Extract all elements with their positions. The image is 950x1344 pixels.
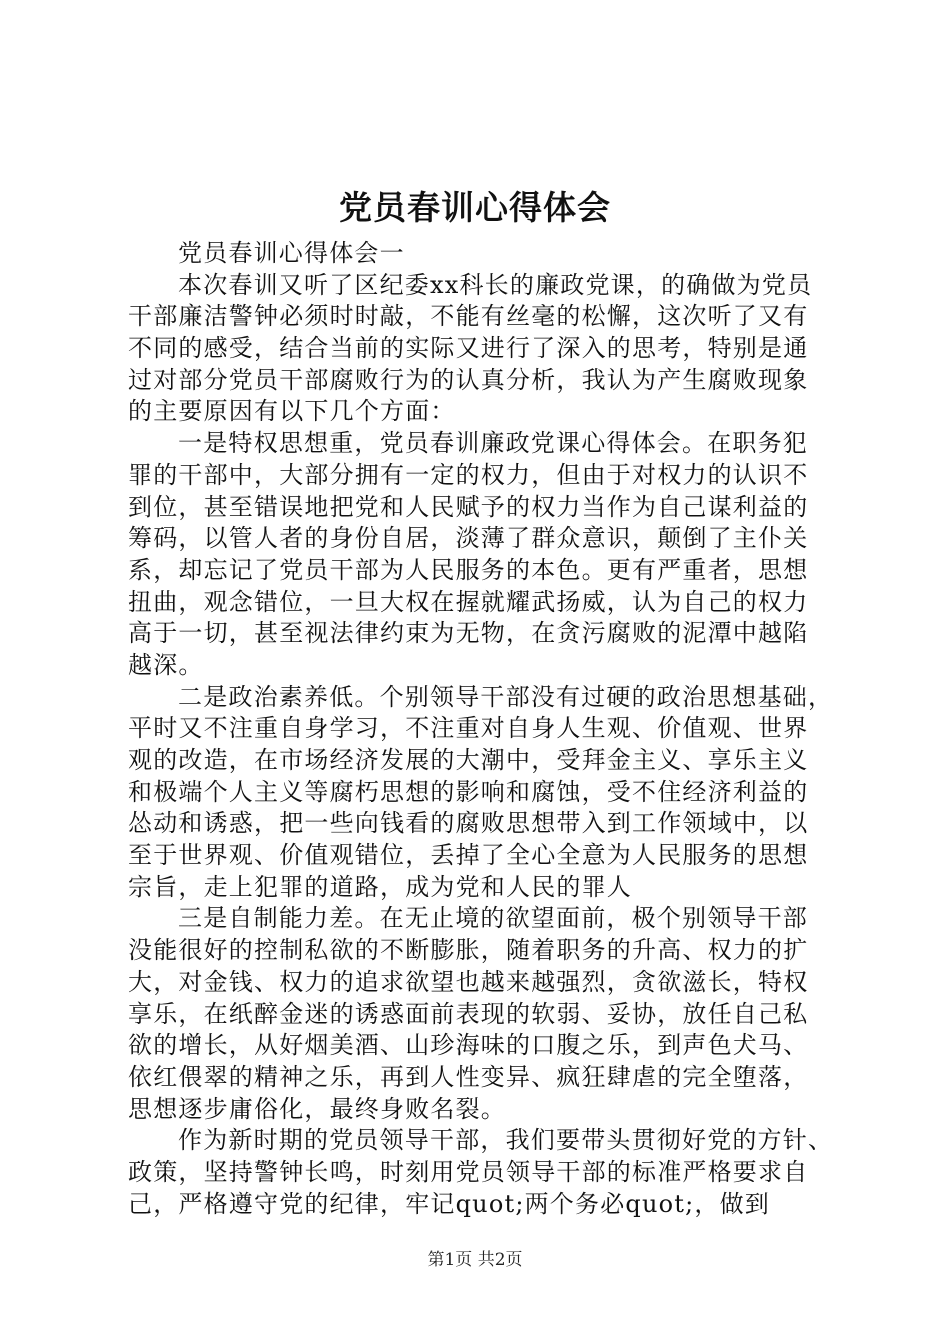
text-line: 怂动和诱惑，把一些向钱看的腐败思想带入到工作领域中，以: [128, 809, 809, 838]
text-line: 大，对金钱、权力的追求欲望也越来越强烈，贪欲滋长，特权: [128, 967, 809, 996]
text-line: 平时又不注重自身学习，不注重对自身人生观、价值观、世界: [128, 714, 809, 743]
text-line: 越深。: [128, 650, 204, 679]
text-line: 至于世界观、价值观错位，丢掉了全心全意为人民服务的思想: [128, 841, 809, 870]
text-line: 系，却忘记了党员干部为人民服务的本色。更有严重者，思想: [128, 555, 809, 584]
text-line: 扭曲，观念错位，一旦大权在握就耀武扬威，认为自己的权力: [128, 587, 809, 616]
page-number-footer: 第1页 共2页: [427, 1250, 523, 1270]
text-line: 享乐，在纸醉金迷的诱惑面前表现的软弱、妥协，放任自己私: [128, 999, 809, 1028]
text-line: 高于一切，甚至视法律约束为无物，在贪污腐败的泥潭中越陷: [128, 619, 809, 648]
text-line: 二是政治素养低。个别领导干部没有过硬的政治思想基础，: [178, 682, 834, 711]
section-heading: 党员春训心得体会一: [178, 239, 405, 267]
text-line: 依红偎翠的精神之乐，再到人性变异、疯狂肆虐的完全堕落，: [128, 1062, 809, 1091]
text-line: 观的改造，在市场经济发展的大潮中，受拜金主义、享乐主义: [128, 746, 809, 774]
text-line: 和极端个人主义等腐朽思想的影响和腐蚀，受不住经济利益的: [128, 777, 809, 806]
document-body: [128, 238, 840, 1220]
text-line: 一是特权思想重，党员春训廉政党课心得体会。在职务犯: [178, 429, 808, 458]
document-title: 党员春训心得体会: [339, 188, 611, 227]
text-line: 宗旨，走上犯罪的道路，成为党和人民的罪人: [128, 872, 632, 901]
text-line: 过对部分党员干部腐败行为的认真分析，我认为产生腐败现象: [128, 365, 809, 394]
text-line: 己，严格遵守党的纪律，牢记quot;两个务必quot;，做到: [128, 1189, 770, 1218]
text-line: 不同的感受，结合当前的实际又进行了深入的思考，特别是通: [128, 334, 809, 363]
text-line: 作为新时期的党员领导干部，我们要带头贯彻好党的方针、: [178, 1126, 834, 1155]
text-line: 欲的增长，从好烟美酒、山珍海味的口腹之乐，到声色犬马、: [128, 1031, 809, 1060]
text-line: 罪的干部中，大部分拥有一定的权力，但由于对权力的认识不: [128, 460, 809, 489]
text-line: 的主要原因有以下几个方面：: [128, 397, 456, 426]
text-line: 干部廉洁警钟必须时时敲，不能有丝毫的松懈，这次听了又有: [128, 302, 809, 331]
text-line: 到位，甚至错误地把党和人民赋予的权力当作为自己谋利益的: [128, 492, 809, 521]
text-line: 本次春训又听了区纪委xx科长的廉政党课，的确做为党员: [178, 270, 813, 299]
text-line: 三是自制能力差。在无止境的欲望面前，极个别领导干部: [178, 904, 808, 933]
text-line: 筹码，以管人者的身份自居，淡薄了群众意识，颠倒了主仆关: [128, 524, 809, 553]
text-line: 思想逐步庸俗化，最终身败名裂。: [128, 1094, 506, 1123]
text-line: 政策，坚持警钟长鸣，时刻用党员领导干部的标准严格要求自: [128, 1157, 809, 1186]
text-line: 没能很好的控制私欲的不断膨胀，随着职务的升高、权力的扩: [128, 936, 809, 965]
